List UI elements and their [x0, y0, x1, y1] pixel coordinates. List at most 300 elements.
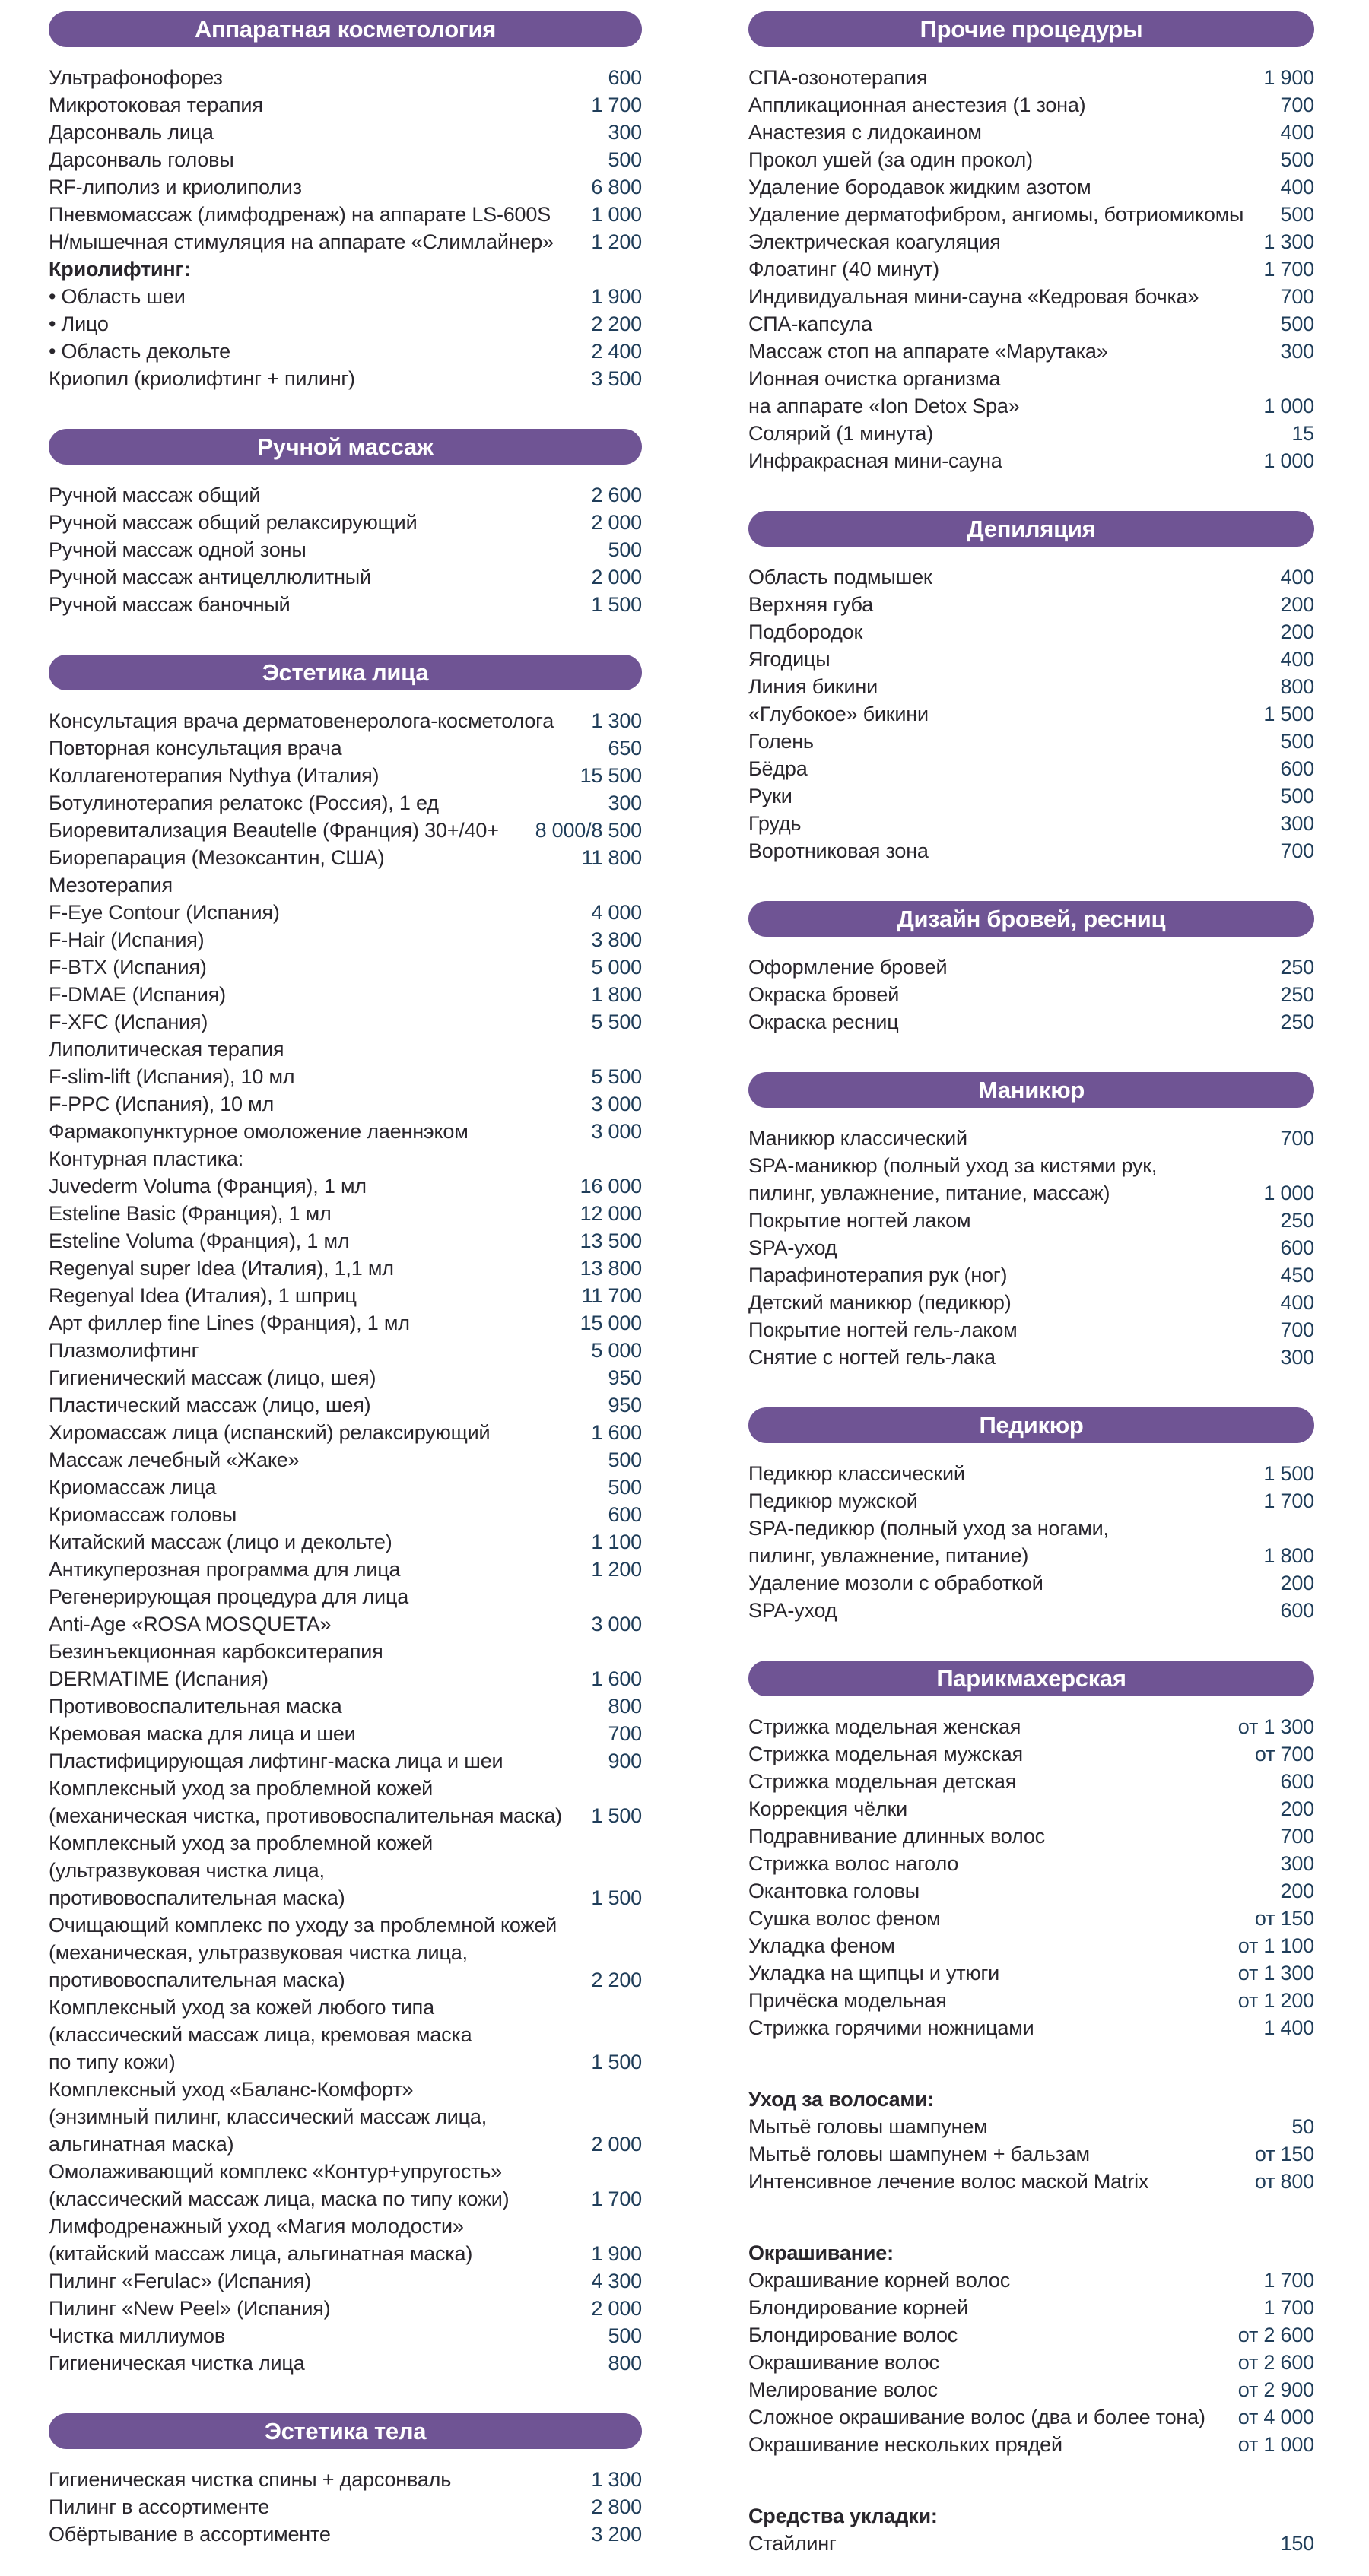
service-name: (китайский массаж лица, альгинатная маска)	[49, 2242, 473, 2265]
price-row	[49, 1063, 642, 1090]
price-row	[49, 1528, 642, 1556]
price-row	[748, 2376, 1314, 2403]
price-list-section	[748, 953, 1314, 1036]
price-row	[748, 310, 1314, 338]
price-row	[49, 789, 642, 817]
service-name: Криолифтинг:	[49, 258, 191, 281]
service-name: Окраска ресниц	[748, 1010, 899, 1033]
service-price: 15 000	[580, 1312, 642, 1334]
price-row	[748, 1932, 1314, 1959]
service-name: Индивидуальная мини-сауна «Кедровая бочка»	[748, 285, 1199, 308]
service-price: 3 200	[591, 2523, 642, 2546]
service-name: Ручной массаж общий релаксирующий	[49, 511, 418, 534]
price-row	[49, 926, 642, 953]
service-name: пилинг, увлажнение, питание)	[748, 1544, 1029, 1567]
price-row	[49, 1665, 642, 1692]
service-price: 1 700	[591, 94, 642, 116]
service-price: 500	[608, 148, 642, 171]
price-row	[748, 810, 1314, 837]
service-price: 700	[1280, 1127, 1314, 1150]
price-list-section	[748, 563, 1314, 864]
price-row	[748, 1569, 1314, 1597]
service-price: 1 700	[1263, 258, 1314, 281]
price-row	[748, 782, 1314, 810]
price-list-section	[49, 707, 642, 2377]
service-price: 1 700	[591, 2187, 642, 2210]
service-name: Пластический массаж (лицо, шея)	[49, 1394, 371, 1416]
service-price: 250	[1280, 1209, 1314, 1232]
price-row	[49, 1008, 642, 1036]
service-price: 300	[1280, 1852, 1314, 1875]
service-price: 250	[1280, 983, 1314, 1006]
price-row	[49, 1939, 642, 1966]
service-name: Комплексный уход «Баланс-Комфорт»	[49, 2078, 414, 2101]
price-list-column-left	[49, 0, 642, 2548]
price-row	[748, 1850, 1314, 1877]
price-row	[748, 447, 1314, 474]
service-name: Криомассаж лица	[49, 1476, 217, 1499]
service-name: RF-липолиз и криолиполиз	[49, 176, 302, 198]
service-price: 16 000	[580, 1175, 642, 1198]
service-name: Оформление бровей	[748, 956, 948, 979]
price-row	[49, 953, 642, 981]
price-row	[49, 283, 642, 310]
service-price: 5 500	[591, 1010, 642, 1033]
price-row	[49, 1501, 642, 1528]
service-name: Омолаживающий комплекс «Контур+упругость»	[49, 2160, 502, 2183]
price-list-column-right	[748, 0, 1314, 2557]
service-price: 500	[608, 538, 642, 561]
price-row	[49, 2240, 642, 2267]
price-row	[748, 1125, 1314, 1152]
price-row	[49, 173, 642, 201]
price-row	[49, 2520, 642, 2548]
price-row	[49, 1610, 642, 1638]
price-row	[49, 844, 642, 871]
price-row	[748, 1008, 1314, 1036]
service-name: Фармакопунктурное омоложение лаеннэком	[49, 1120, 469, 1143]
service-price: 1 800	[1263, 1544, 1314, 1567]
price-row	[49, 1966, 642, 1994]
service-price: 3 000	[591, 1613, 642, 1635]
service-name: • Область декольте	[49, 340, 230, 363]
service-name: Педикюр классический	[748, 1462, 965, 1485]
service-price: 800	[608, 2352, 642, 2375]
price-row	[748, 1823, 1314, 1850]
price-row	[49, 563, 642, 591]
service-price: 12 000	[580, 1202, 642, 1225]
service-name: Анастезия с лидокаином	[748, 121, 982, 144]
section-header: Депиляция	[748, 511, 1314, 547]
service-price: 4 000	[591, 901, 642, 924]
price-row	[748, 228, 1314, 255]
price-row	[748, 953, 1314, 981]
service-name: Ручной массаж общий	[49, 484, 261, 506]
service-price: от 150	[1254, 2143, 1314, 2165]
price-row	[49, 1255, 642, 1282]
service-name: СПА-капсула	[748, 312, 872, 335]
service-name: Anti-Age «ROSA MOSQUETA»	[49, 1613, 332, 1635]
price-list-section	[748, 2239, 1314, 2458]
service-name: Педикюр мужской	[748, 1489, 918, 1512]
service-price: 13 800	[580, 1257, 642, 1280]
price-row	[49, 2076, 642, 2103]
price-row	[49, 2048, 642, 2076]
service-name: Руки	[748, 785, 792, 807]
service-name: (энзимный пилинг, классический массаж лица,	[49, 2105, 488, 2128]
price-row	[748, 591, 1314, 618]
service-name: Криомассаж головы	[49, 1503, 237, 1526]
service-price: 1 200	[591, 230, 642, 253]
service-name: Удаление дерматофибром, ангиомы, ботриомикомы	[748, 203, 1244, 226]
section-header: Прочие процедуры	[748, 11, 1314, 47]
service-price: 300	[608, 121, 642, 144]
section-header: Парикмахерская	[748, 1661, 1314, 1696]
price-row	[748, 201, 1314, 228]
service-name: Мытьё головы шампунем + бальзам	[748, 2143, 1090, 2165]
section-header: Эстетика тела	[49, 2413, 642, 2449]
service-name: Комплексный уход за проблемной кожей	[49, 1777, 434, 1800]
price-row	[49, 817, 642, 844]
service-name: Ручной массаж одной зоны	[49, 538, 307, 561]
section-header: Педикюр	[748, 1407, 1314, 1443]
service-name: Стрижка горячими ножницами	[748, 2016, 1034, 2039]
service-name: Воротниковая зона	[748, 839, 929, 862]
service-name: Стайлинг	[748, 2532, 837, 2555]
service-price: 1 300	[1263, 230, 1314, 253]
service-price: 600	[1280, 1770, 1314, 1793]
service-name: Дарсонваль головы	[49, 148, 234, 171]
service-name: Окрашивание нескольких прядей	[748, 2433, 1062, 2456]
service-name: Коллагенотерапия Nythya (Италия)	[49, 764, 380, 787]
service-name: Чистка миллиумов	[49, 2324, 226, 2347]
service-name: Противовоспалительная маска	[49, 1695, 342, 1718]
service-name: альгинатная маска)	[49, 2133, 234, 2156]
price-row	[748, 392, 1314, 420]
service-name: Окрашивание волос	[748, 2351, 939, 2374]
service-price: 500	[1280, 148, 1314, 171]
service-name: • Область шеи	[49, 285, 186, 308]
price-row	[748, 673, 1314, 700]
section-header: Эстетика лица	[49, 655, 642, 690]
service-name: Антикуперозная программа для лица	[49, 1558, 401, 1581]
price-row	[748, 2168, 1314, 2195]
service-price: 15 500	[580, 764, 642, 787]
service-name: Повторная консультация врача	[49, 737, 342, 760]
price-row	[49, 1090, 642, 1118]
service-name: Область подмышек	[748, 566, 932, 588]
service-price: 1 500	[1263, 1462, 1314, 1485]
price-row	[748, 2140, 1314, 2168]
service-name: Аппликационная анестезия (1 зона)	[748, 94, 1086, 116]
service-name: Липолитическая терапия	[49, 1038, 284, 1061]
price-row	[49, 2322, 642, 2349]
service-name: Кремовая маска для лица и шеи	[49, 1722, 356, 1745]
service-name: на аппарате «Ion Detox Spa»	[748, 395, 1020, 417]
service-name: Укладка на щипцы и утюги	[748, 1962, 1000, 1984]
price-row	[748, 755, 1314, 782]
service-price: 700	[1280, 1318, 1314, 1341]
price-row	[49, 1309, 642, 1337]
service-price: от 1 000	[1237, 2433, 1314, 2456]
service-name: Окраска бровей	[748, 983, 900, 1006]
service-price: от 150	[1254, 1907, 1314, 1930]
price-row	[49, 1884, 642, 1911]
service-price: 500	[608, 1448, 642, 1471]
service-name: Мезотерапия	[49, 874, 173, 896]
service-price: 1 900	[591, 2242, 642, 2265]
service-name: Пластифицирующая лифтинг-маска лица и шеи	[49, 1750, 503, 1772]
price-row	[49, 1145, 642, 1172]
price-row	[748, 1987, 1314, 2014]
service-name: (механическая, ультразвуковая чистка лица,	[49, 1941, 468, 1964]
price-row	[49, 2466, 642, 2493]
price-row	[748, 1152, 1314, 1179]
price-row	[49, 1446, 642, 1474]
service-price: 3 000	[591, 1093, 642, 1115]
service-name: Подбородок	[748, 620, 863, 643]
service-price: 5 000	[591, 1339, 642, 1362]
price-row	[748, 981, 1314, 1008]
service-price: 2 600	[591, 484, 642, 506]
service-price: 1 900	[1263, 66, 1314, 89]
price-row	[49, 119, 642, 146]
service-price: 500	[1280, 785, 1314, 807]
service-price: 650	[608, 737, 642, 760]
service-name: Regenyal Idea (Италия), 1 шприц	[49, 1284, 357, 1307]
service-price: 1 300	[591, 2468, 642, 2491]
service-name: Верхняя губа	[748, 593, 874, 616]
service-price: 1 900	[591, 285, 642, 308]
service-price: 600	[1280, 1236, 1314, 1259]
service-price: 1 000	[1263, 1182, 1314, 1204]
price-row	[748, 1207, 1314, 1234]
price-row	[49, 2493, 642, 2520]
service-price: 3 000	[591, 1120, 642, 1143]
price-row	[49, 1036, 642, 1063]
service-price: 1 500	[591, 1886, 642, 1909]
price-row	[49, 1364, 642, 1391]
price-row	[49, 338, 642, 365]
price-row	[748, 2113, 1314, 2140]
price-row	[49, 1172, 642, 1200]
service-price: 1 200	[591, 1558, 642, 1581]
service-name: Микротоковая терапия	[49, 94, 263, 116]
price-row	[748, 1460, 1314, 1487]
price-row	[49, 1692, 642, 1720]
price-row	[748, 146, 1314, 173]
service-name: Укладка феном	[748, 1934, 895, 1957]
service-name: DERMATIME (Испания)	[49, 1667, 268, 1690]
section-header: Маникюр	[748, 1072, 1314, 1108]
service-price: 900	[608, 1750, 642, 1772]
service-price: 950	[608, 1394, 642, 1416]
service-price: 300	[608, 792, 642, 814]
service-name: Массаж стоп на аппарате «Марутака»	[748, 340, 1108, 363]
service-name: Пилинг «New Peel» (Испания)	[49, 2297, 331, 2320]
price-row	[49, 762, 642, 789]
price-row	[748, 1905, 1314, 1932]
price-row	[748, 365, 1314, 392]
price-row	[49, 1200, 642, 1227]
price-row	[748, 2267, 1314, 2294]
service-name: F-slim-lift (Испания), 10 мл	[49, 1065, 295, 1088]
price-row	[49, 981, 642, 1008]
price-row	[748, 2403, 1314, 2431]
service-name: по типу кожи)	[49, 2051, 176, 2073]
service-name: Очищающий комплекс по уходу за проблемной кожей	[49, 1914, 557, 1937]
service-name: Ботулинотерапия релатокс (Россия), 1 ед	[49, 792, 439, 814]
service-name: Стрижка модельная детская	[748, 1770, 1017, 1793]
service-name: Уход за волосами:	[748, 2088, 935, 2111]
service-name: Комплексный уход за проблемной кожей	[49, 1832, 434, 1854]
section-header: Аппаратная косметология	[49, 11, 642, 47]
service-name: Esteline Voluma (Франция), 1 мл	[49, 1229, 350, 1252]
service-price: 400	[1280, 1291, 1314, 1314]
price-row	[49, 1419, 642, 1446]
service-name: Консультация врача дерматовенеролога-косметолога	[49, 709, 554, 732]
service-price: 1 800	[591, 983, 642, 1006]
service-name: противовоспалительная маска)	[49, 1968, 345, 1991]
service-name: Покрытие ногтей лаком	[748, 1209, 971, 1232]
service-price: 150	[1280, 2532, 1314, 2555]
service-price: 50	[1291, 2115, 1314, 2138]
price-row	[748, 2431, 1314, 2458]
service-price: 2 200	[591, 312, 642, 335]
service-price: от 1 300	[1237, 1715, 1314, 1738]
service-price: 2 000	[591, 2133, 642, 2156]
service-name: Безинъекционная карбокситерапия	[49, 1640, 383, 1663]
price-row	[49, 1802, 642, 1829]
price-row	[748, 1515, 1314, 1542]
service-name: Детский маникюр (педикюр)	[748, 1291, 1012, 1314]
price-row	[748, 2530, 1314, 2557]
price-list-section	[748, 64, 1314, 474]
service-price: 2 800	[591, 2495, 642, 2518]
service-name: Электрическая коагуляция	[748, 230, 1001, 253]
price-row	[748, 2349, 1314, 2376]
service-name: Подравнивание длинных волос	[748, 1825, 1045, 1848]
price-row	[748, 1740, 1314, 1768]
price-row	[49, 2021, 642, 2048]
price-row	[49, 1994, 642, 2021]
service-name: СПА-озонотерапия	[748, 66, 928, 89]
service-price: 1 600	[591, 1667, 642, 1690]
service-name: (механическая чистка, противовоспалительная маска)	[49, 1804, 562, 1827]
service-price: 300	[1280, 340, 1314, 363]
service-price: 4 300	[591, 2270, 642, 2292]
service-price: от 700	[1254, 1743, 1314, 1765]
service-price: 3 500	[591, 367, 642, 390]
service-name: Esteline Basic (Франция), 1 мл	[49, 1202, 332, 1225]
price-row	[49, 899, 642, 926]
price-row	[748, 283, 1314, 310]
service-price: 1 500	[591, 1804, 642, 1827]
service-name: Линия бикини	[748, 675, 878, 698]
service-name: F-Hair (Испания)	[49, 928, 205, 951]
price-list-section	[49, 481, 642, 618]
price-row	[49, 310, 642, 338]
service-name: Арт филлер fine Lines (Франция), 1 мл	[49, 1312, 410, 1334]
service-name: (классический массаж лица, кремовая маска	[49, 2023, 472, 2046]
price-row	[49, 255, 642, 283]
service-name: Маникюр классический	[748, 1127, 967, 1150]
service-name: Плазмолифтинг	[49, 1339, 199, 1362]
service-price: 300	[1280, 1346, 1314, 1369]
price-row	[49, 2130, 642, 2158]
service-name: Окантовка головы	[748, 1880, 920, 1902]
service-price: 500	[1280, 312, 1314, 335]
price-row	[49, 2103, 642, 2130]
service-name: F-DMAE (Испания)	[49, 983, 226, 1006]
service-price: 400	[1280, 566, 1314, 588]
service-price: 1 500	[591, 593, 642, 616]
service-name: Сушка волос феном	[748, 1907, 941, 1930]
service-price: 11 800	[581, 846, 642, 869]
service-name: F-XFC (Испания)	[49, 1010, 208, 1033]
service-price: 1 500	[591, 2051, 642, 2073]
service-name: F-BTX (Испания)	[49, 956, 207, 979]
service-name: Гигиеническая чистка лица	[49, 2352, 305, 2375]
service-name: Н/мышечная стимуляция на аппарате «Слимлайнер»	[49, 230, 554, 253]
service-name: Средства укладки:	[748, 2505, 938, 2527]
service-price: 500	[1280, 730, 1314, 753]
price-row	[49, 365, 642, 392]
price-row	[748, 2294, 1314, 2321]
service-price: 250	[1280, 1010, 1314, 1033]
price-row	[49, 2349, 642, 2377]
price-row	[748, 1768, 1314, 1795]
service-name: Лимфодренажный уход «Магия молодости»	[49, 2215, 464, 2238]
service-price: от 800	[1254, 2170, 1314, 2193]
price-row	[748, 1316, 1314, 1344]
service-price: 200	[1280, 1880, 1314, 1902]
service-price: 600	[1280, 1599, 1314, 1622]
service-price: 2 000	[591, 2297, 642, 2320]
service-price: 2 000	[591, 511, 642, 534]
service-name: Мытьё головы шампунем	[748, 2115, 988, 2138]
service-price: от 2 600	[1237, 2324, 1314, 2346]
service-name: F-Eye Contour (Испания)	[49, 901, 280, 924]
service-name: Интенсивное лечение волос маской Matrix	[748, 2170, 1149, 2193]
price-row	[49, 1747, 642, 1775]
service-price: 1 700	[1263, 2269, 1314, 2292]
service-name: Окрашивание:	[748, 2241, 894, 2264]
service-price: 800	[1280, 675, 1314, 698]
service-name: Ультрафонофорез	[49, 66, 223, 89]
service-name: Контурная пластика:	[49, 1147, 244, 1170]
service-price: 300	[1280, 812, 1314, 835]
service-price: 700	[1280, 285, 1314, 308]
service-price: 400	[1280, 648, 1314, 671]
service-name: Китайский массаж (лицо и декольте)	[49, 1531, 392, 1553]
price-row	[748, 618, 1314, 646]
service-price: от 1 300	[1237, 1962, 1314, 1984]
service-price: 200	[1280, 620, 1314, 643]
price-row	[49, 1337, 642, 1364]
price-row	[748, 119, 1314, 146]
service-name: «Глубокое» бикини	[748, 703, 929, 725]
price-row	[49, 201, 642, 228]
service-name: пилинг, увлажнение, питание, массаж)	[748, 1182, 1110, 1204]
price-row	[748, 2239, 1314, 2267]
price-row	[748, 700, 1314, 728]
service-name: Биорепарация (Мезоксантин, США)	[49, 846, 385, 869]
price-row	[748, 1289, 1314, 1316]
service-name: противовоспалительная маска)	[49, 1886, 345, 1909]
service-name: Массаж лечебный «Жаке»	[49, 1448, 300, 1471]
price-list-section	[49, 2466, 642, 2548]
